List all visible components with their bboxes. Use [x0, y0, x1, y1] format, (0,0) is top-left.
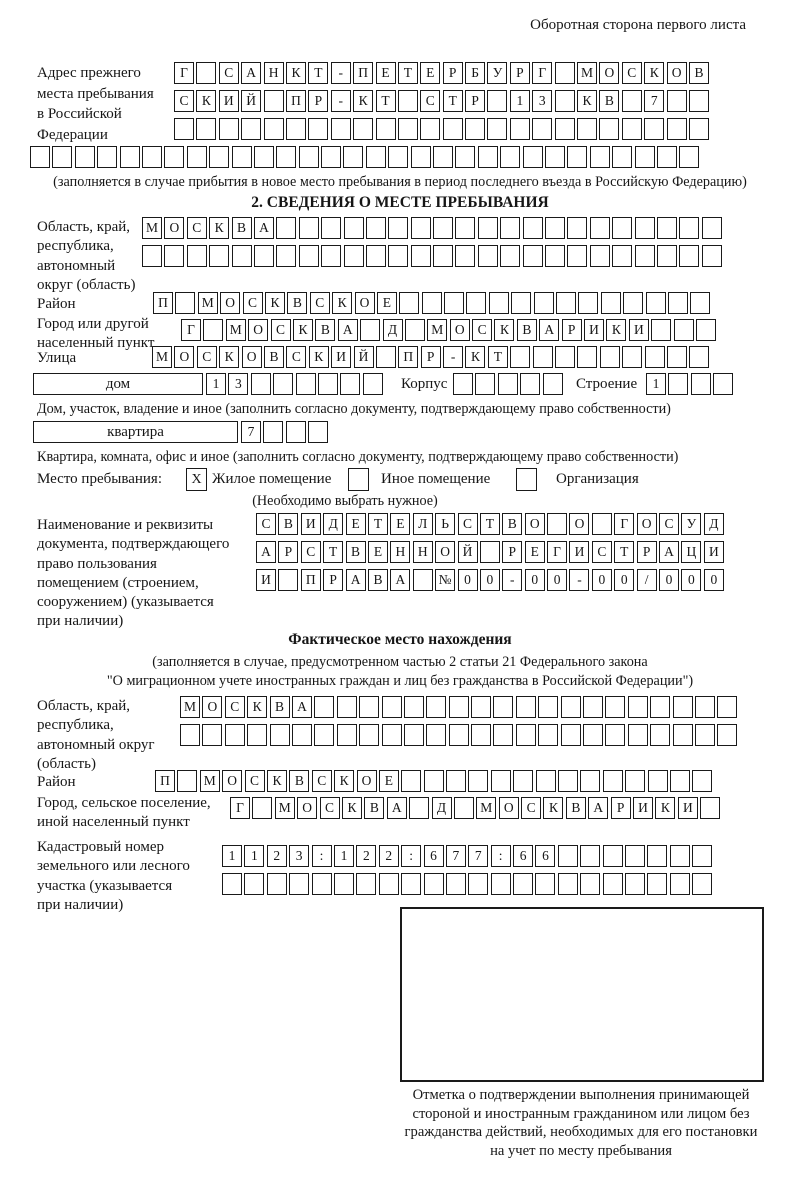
city-label: Город или другой населенный пункт: [37, 316, 155, 352]
apartment-cells: 7: [241, 421, 331, 443]
actual-district-label: Район: [37, 774, 76, 790]
stroenie-label: Строение: [576, 376, 638, 392]
stay-type-option-organization-label: Организация: [556, 471, 639, 487]
page-corner-note: Оборотная сторона первого листа: [530, 17, 746, 33]
doc-row-2: А Р С Т В Е Н Н О Й Р Е Г И С Т Р А Ц И: [256, 541, 726, 563]
korpus-cells: [453, 373, 565, 395]
confirmation-box: [400, 907, 764, 1082]
region-row-2: [142, 245, 724, 267]
prev-address-row-1: Г С А Н К Т - П Е Т Е Р Б У Р Г М О С К О В: [174, 62, 711, 84]
section2-title: 2. СВЕДЕНИЯ О МЕСТЕ ПРЕБЫВАНИЯ: [251, 194, 549, 211]
stay-type-note: (Необходимо выбрать нужное): [252, 493, 438, 509]
street-row: М О С К О В С К И Й П Р - К Т: [152, 346, 712, 368]
stay-type-checkbox-residential: X: [186, 468, 207, 491]
cadastre-row-2: [222, 873, 715, 895]
actual-location-note: (заполняется в случае, предусмотренном частью 2 статьи 21 Федерального закона "О миграционном учете иностранных граждан и лиц без гражданства в Российской Федерации"): [106, 654, 694, 689]
actual-location-title: Фактическое место нахождения: [288, 631, 512, 648]
doc-row-1: С В И Д Е Т Е Л Ь С Т В О О Г О С У Д: [256, 513, 726, 535]
cadastre-label: Кадастровый номер земельного или лесного участка (указывается при наличии): [37, 839, 190, 913]
actual-region-row-1: М О С К В А: [180, 696, 740, 718]
stay-type-checkbox-other: [348, 468, 369, 491]
city-row: Г М О С К В А Д М О С К В А Р И К И: [181, 319, 718, 341]
stay-type-option-other-label: Иное помещение: [381, 471, 491, 487]
stay-type-option-residential-label: Жилое помещение: [212, 471, 332, 487]
doc-row-3: И П Р А В А № 0 0 - 0 0 - 0 0 / 0 0 0: [256, 569, 726, 591]
actual-region-row-2: [180, 724, 740, 746]
house-number-cells: 1 3: [206, 373, 385, 395]
prev-address-row-2: С К И Й П Р - К Т С Т Р 1 3 К В 7: [174, 90, 711, 112]
prev-address-label: Адрес прежнего места пребывания в Российской Федерации: [37, 65, 154, 143]
district-label: Район: [37, 296, 76, 312]
apartment-label-box: квартира: [33, 421, 238, 443]
doc-label: Наименование и реквизиты документа, подтверждающего право пользования помещением (строением, сооружением) (указывается при наличии): [37, 517, 230, 630]
actual-district-row: П М О С К В С К О Е: [155, 770, 715, 792]
korpus-label: Корпус: [401, 376, 448, 392]
confirmation-caption: Отметка о подтверждении выполнения принимающей стороной и иностранным гражданином или лицом без гражданства действий, необходимых для его постановки на учет по месту пребывания: [404, 1087, 758, 1159]
prev-address-row-4: [30, 146, 702, 168]
actual-region-label: Область, край, республика, автономный округ (область): [37, 698, 155, 772]
district-row: П М О С К В С К О Е: [153, 292, 713, 314]
actual-city-label: Город, сельское поселение, иной населенный пункт: [37, 795, 211, 831]
street-label: Улица: [37, 350, 77, 366]
house-label-box: дом: [33, 373, 203, 395]
stay-type-label: Место пребывания:: [37, 471, 162, 487]
stay-type-checkbox-organization: [516, 468, 537, 491]
region-label: Область, край, республика, автономный округ (область): [37, 219, 136, 293]
stroenie-cells: 1: [646, 373, 736, 395]
region-row-1: М О С К В А: [142, 217, 724, 239]
prev-address-row-3: [174, 118, 711, 140]
cadastre-row-1: 1 1 2 3 : 1 2 2 : 6 7 7 : 6 6: [222, 845, 715, 867]
actual-city-row: Г М О С К В А Д М О С К В А Р И К И: [230, 797, 723, 819]
prev-address-note: (заполняется в случае прибытия в новое место пребывания в период последнего въезда в Российскую Федерацию): [53, 174, 747, 190]
apartment-note: Квартира, комната, офис и иное (заполнить согласно документу, подтверждающему право собственности): [37, 449, 679, 465]
house-note: Дом, участок, владение и иное (заполнить согласно документу, подтверждающему право собственности): [37, 401, 671, 417]
